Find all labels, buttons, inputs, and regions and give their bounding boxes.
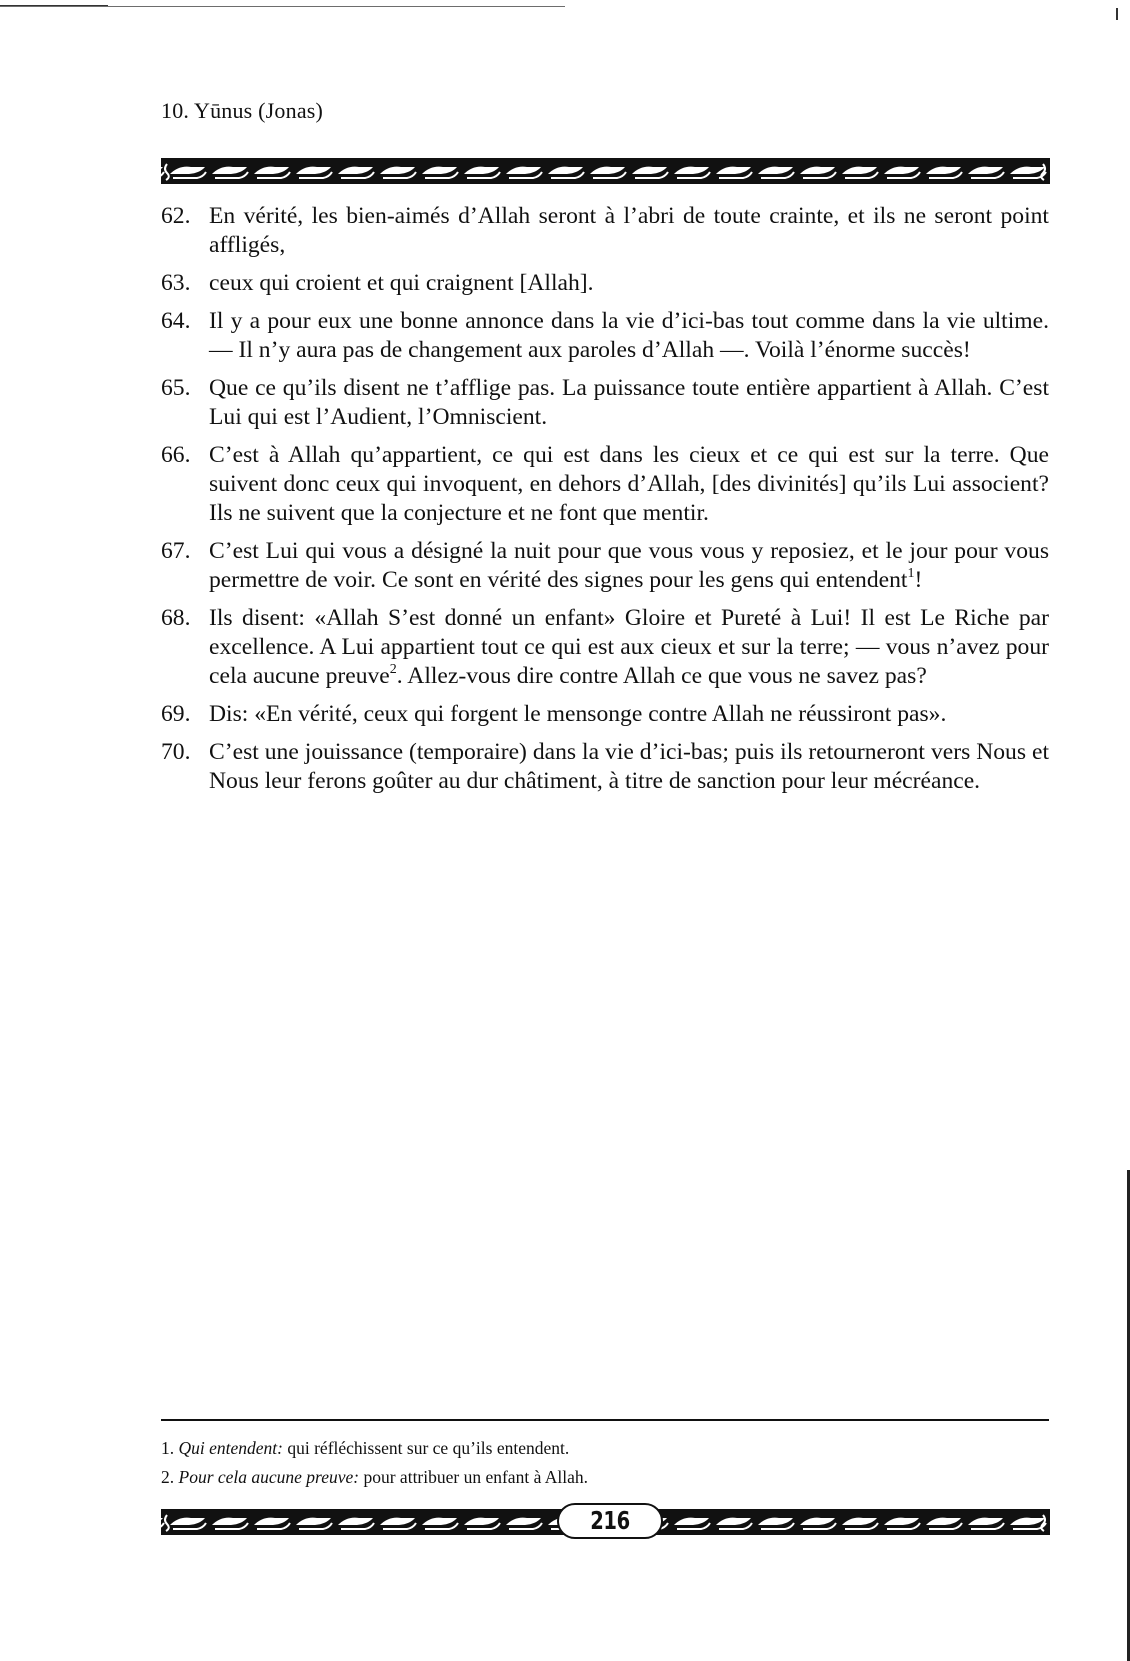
verse-text: C’est à Allah qu’appartient, ce qui est dans les cieux et ce qui est sur la terre. Que suivent donc ceux qui invoquent, en dehors d’Allah, [des divinités] qu’ils Lui associent? Ils ne suivent que la conjecture et ne font que mentir. (209, 442, 1049, 526)
verse-text-part: . Allez-vous dire contre Allah ce que vous ne savez pas? (396, 663, 927, 689)
scan-mark (1116, 8, 1118, 20)
verse-text (209, 605, 1049, 689)
verse-text: Il y a pour eux une bonne annonce dans la vie d’ici-bas tout comme dans la vie ultime. — Il n’y aura pas de changement aux paroles d’Allah —. Voilà l’énorme succès! (209, 308, 1049, 363)
footnote-2 (161, 1463, 1049, 1492)
verse-69 (161, 700, 1049, 729)
verse-text: ceux qui croient et qui craignent [Allah]. (209, 270, 594, 296)
verse-67 (161, 537, 1049, 595)
verse-68 (161, 604, 1049, 691)
verse-list (161, 202, 1049, 805)
footnote-number: 2. (161, 1467, 175, 1487)
verse-number: 70. (161, 739, 191, 765)
footnote-text: pour attribuer un enfant à Allah. (363, 1467, 588, 1487)
top-edge-rule (0, 6, 565, 7)
chain-ornament (161, 158, 1050, 184)
verse-text (209, 538, 1049, 593)
verse-text-part: ! (914, 567, 923, 593)
footnote-marker: 1 (907, 566, 915, 582)
footnote-1 (161, 1434, 1049, 1463)
page-number: 216 (590, 1506, 630, 1535)
verse-63 (161, 269, 1049, 298)
verse-number: 64. (161, 308, 191, 334)
verse-text-part: Ils disent: «Allah S’est donné un enfant» Gloire et Pureté à Lui! Il est Le Riche par excellence. A Lui appartient tout ce qui est aux cieux et sur la terre; — vous n’avez pour cela aucune preuve (209, 605, 1049, 689)
verse-text: Dis: «En vérité, ceux qui forgent le mensonge contre Allah ne réussiront pas». (209, 701, 947, 727)
verse-number: 63. (161, 270, 191, 296)
verse-number: 69. (161, 701, 191, 727)
verse-number: 67. (161, 538, 191, 564)
verse-text: En vérité, les bien-aimés d’Allah seront à l’abri de toute crainte, et ils ne seront point affligés, (209, 203, 1049, 258)
footnote-list (161, 1434, 1049, 1492)
footnote-separator (161, 1419, 1049, 1421)
verse-text: Que ce qu’ils disent ne t’afflige pas. La puissance toute entière appartient à Allah. C’est Lui qui est l’Audient, l’Omniscient. (209, 375, 1049, 430)
verse-number: 66. (161, 442, 191, 468)
verse-70 (161, 738, 1049, 796)
verse-number: 62. (161, 203, 191, 229)
footnote-text: qui réfléchissent sur ce qu’ils entendent. (287, 1438, 570, 1458)
footnote-number: 1. (161, 1438, 175, 1458)
footnote-term: Pour cela aucune preuve: (178, 1467, 360, 1487)
verse-66 (161, 441, 1049, 528)
verse-text: C’est une jouissance (temporaire) dans la vie d’ici-bas; puis ils retourneront vers Nous et Nous leur ferons goûter au dur châtiment, à titre de sanction pour leur mécréance. (209, 739, 1049, 794)
ornamental-band-top (161, 158, 1050, 184)
footnote-marker: 2 (389, 662, 397, 678)
verse-64 (161, 307, 1049, 365)
verse-62 (161, 202, 1049, 260)
verse-text-part: C’est Lui qui vous a désigné la nuit pour que vous vous y reposiez, et le jour pour vous permettre de voir. Ce sont en vérité des signes pour les gens qui entendent (209, 538, 1049, 593)
verse-number: 65. (161, 375, 191, 401)
verse-65 (161, 374, 1049, 432)
verse-number: 68. (161, 605, 191, 631)
footnote-term: Qui entendent: (178, 1438, 283, 1458)
running-header: 10. Yūnus (Jonas) (161, 98, 324, 123)
